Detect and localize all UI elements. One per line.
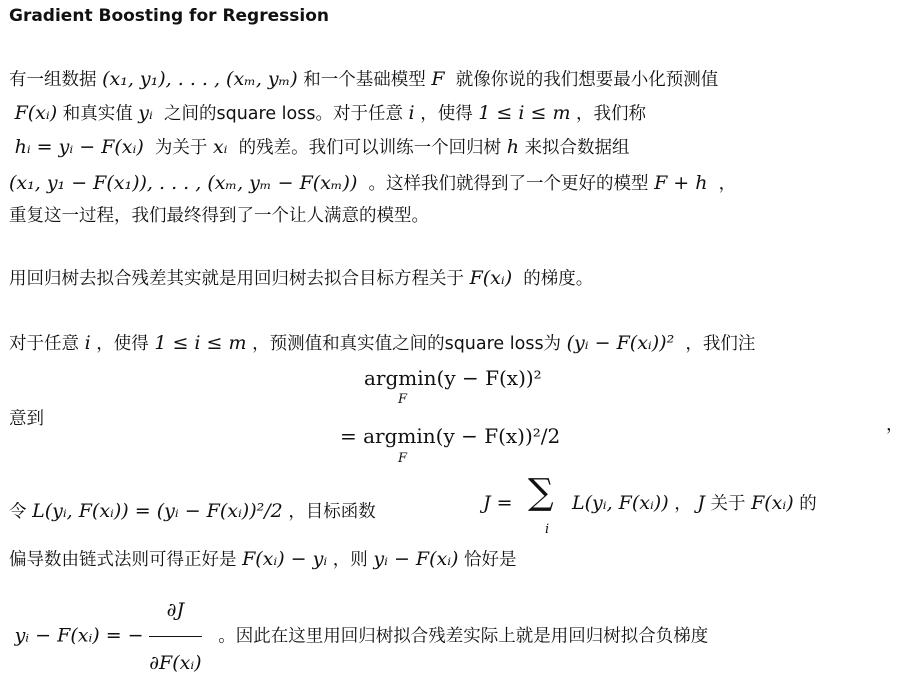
text: ，目标函数 [288,502,376,522]
math-residual-eq: yᵢ − F(xᵢ) = − [14,624,144,647]
p1-line4 [9,170,736,197]
partial-fraction [149,586,201,687]
p1-line3 [9,134,630,161]
math-Fxi: F(xᵢ) [751,492,794,514]
math-L: L(yᵢ, F(xᵢ)) [572,492,669,514]
text: ， [718,174,737,194]
text: ，则 [332,550,368,570]
text: ，我们注 [685,334,756,354]
math-J-equals: J = [483,492,513,514]
text: 恰好是 [464,550,517,570]
text: ，预测值和真实值之间的square loss为 [252,334,562,354]
argmin-subscript-2: F [398,451,408,466]
math-yi: yᵢ [138,102,153,124]
page-title: Gradient Boosting for Regression [9,6,329,26]
text: 令 [9,502,27,522]
fraction-denominator: ∂F(xᵢ) [149,652,202,674]
text: 有一组数据 [9,70,97,90]
math-loss-def: L(yᵢ, F(xᵢ)) = (yᵢ − F(xᵢ))²/2 [32,500,283,522]
math-xi: xᵢ [212,136,228,158]
p4-line [9,498,376,525]
math-h: h [506,136,519,158]
equation-argmin-2: = argmin(y − F(x))²/2 [340,424,561,448]
sum-symbol: ∑ [528,472,554,513]
sum-subscript: i [545,522,550,537]
text: 和真实值 [62,104,133,124]
p1-line5: 重复这一过程，我们最终得到了一个让人满意的模型。 [9,206,429,226]
text: 来拟合数据组 [524,138,630,158]
text: 就像你说的我们想要最小化预测值 [455,70,719,90]
text: 。这样我们就得到了一个更好的模型 [368,174,649,194]
text: ，使得 [96,334,149,354]
text: 用回归树去拟合残差其实就是用回归树去拟合目标方程关于 [9,269,464,289]
math-J: J [697,492,705,514]
math-Fxi: F(xᵢ) [14,102,58,124]
text: 之间的square loss。对于任意 [163,104,403,124]
p4-line-tail [572,490,817,517]
equation-comma: ， [886,415,904,435]
math-i: i [84,332,91,354]
p3-line2: 意到 [9,409,44,429]
p5-line [9,546,517,573]
math-residual: hᵢ = yᵢ − F(xᵢ) [14,136,144,158]
text: 为关于 [154,138,208,158]
math-square-loss: (yᵢ − F(xᵢ))² [566,332,675,354]
math-data-pairs: (x₁, y₁), . . . , (xₘ, yₘ) [102,68,298,90]
text: 的梯度。 [523,269,594,289]
argmin-subscript-1: F [398,392,408,407]
math-residual: yᵢ − F(xᵢ) [373,548,459,570]
fraction-numerator: ∂J [149,586,201,637]
p6-line [9,586,708,687]
p1-line2 [9,100,646,127]
math-range: 1 ≤ i ≤ m [478,102,571,124]
math-F: F [431,68,445,90]
math-range: 1 ≤ i ≤ m [154,332,247,354]
text: 偏导数由链式法则可得正好是 [9,550,237,570]
text: 。因此在这里用回归树拟合残差实际上就是用回归树拟合负梯度 [218,626,709,647]
math-i: i [408,102,415,124]
text: ， [674,494,692,514]
math-residual-data: (x₁, y₁ − F(x₁)), . . . , (xₘ, yₘ − F(xₘ)) [9,172,358,194]
text: 对于任意 [9,334,79,354]
p2-line [9,265,593,292]
text: 的残差。我们可以训练一个回归树 [238,138,502,158]
text: 和一个基础模型 [303,70,426,90]
equation-argmin-1: argmin(y − F(x))² [364,366,542,390]
math-F-plus-h: F + h [654,172,708,194]
text: ，我们称 [576,104,647,124]
text: 的 [799,494,817,514]
text: 关于 [710,494,746,514]
math-gradient: F(xᵢ) − yᵢ [242,548,328,570]
math-Fxi: F(xᵢ) [469,267,513,289]
text: ，使得 [420,104,473,124]
p3-line1 [9,330,755,357]
p1-line1 [9,66,718,93]
